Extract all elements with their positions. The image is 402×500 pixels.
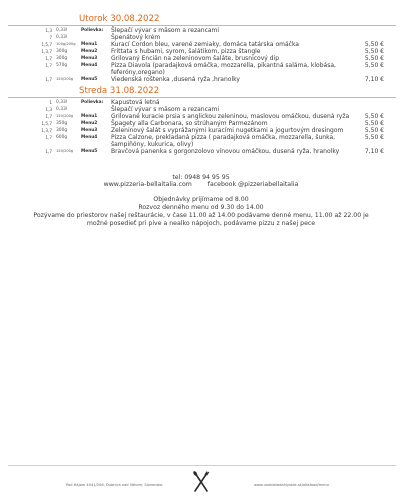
phone-number: tel: 0948 94 95 95 bbox=[172, 174, 230, 181]
menu-row bbox=[0, 62, 402, 69]
item-description: Šlepačí vývar s mäsom a rezancami bbox=[111, 106, 220, 113]
item-description: feferóny,oregano) bbox=[111, 69, 165, 76]
footer-url[interactable]: www.unobistedahlystok.sk/alfafood/menu bbox=[254, 483, 329, 487]
day-title: Streda 31.08.2022 bbox=[79, 86, 160, 96]
item-label: Menu3 bbox=[81, 56, 98, 61]
portion: 300g bbox=[56, 128, 68, 133]
allergens: 1,5,7 bbox=[41, 42, 52, 47]
day-title: Utorok 30.08.2022 bbox=[79, 14, 160, 24]
info-line: Objednávky prijímame od 8.00 bbox=[153, 196, 249, 203]
menu-row bbox=[0, 69, 402, 76]
item-description: Šlepačí vývar s mäsom a rezancami bbox=[111, 27, 220, 34]
item-label: Menu1 bbox=[81, 114, 98, 119]
item-description: Viedenská roštenka ,dusená ryža ,hranolky bbox=[111, 76, 240, 83]
item-label: Menu4 bbox=[81, 63, 98, 68]
menu-row bbox=[0, 113, 402, 120]
allergens: 1,3 bbox=[45, 107, 52, 112]
allergens: 1,7 bbox=[45, 149, 52, 154]
item-description: Zeleninový šalát s vyprážanými kuracími nugetkami a jogurtovým dresingom bbox=[111, 127, 344, 134]
item-description: Grilovaný Enciän na zeleninovom šaláte, brusnicový dip bbox=[111, 55, 279, 62]
allergens: 1,7 bbox=[45, 114, 52, 119]
item-price: 7,10 € bbox=[364, 76, 384, 83]
menu-row bbox=[0, 106, 402, 113]
item-label: Menu5 bbox=[81, 149, 98, 154]
item-price: 5,50 € bbox=[364, 127, 384, 134]
facebook-link[interactable]: facebook @pizzeriabellaitalia bbox=[207, 181, 299, 188]
portion: 100g/200g bbox=[56, 42, 76, 46]
portion: 150/200g bbox=[56, 114, 74, 118]
item-description: Pizza Calzone, prekladaná pizza ( paradajková omáčka, mozzarella, šunka, bbox=[111, 134, 336, 141]
item-price: 5,50 € bbox=[364, 62, 384, 69]
portion: 0,33l bbox=[56, 35, 67, 40]
item-label: Menu2 bbox=[81, 49, 98, 54]
item-label: Menu2 bbox=[81, 121, 98, 126]
item-price: 5,50 € bbox=[364, 120, 384, 127]
item-price: 5,50 € bbox=[364, 41, 384, 48]
menu-row bbox=[0, 134, 402, 141]
item-description: šampiňóny, kukurica, olivy) bbox=[111, 141, 194, 148]
item-description: Pizza Diavola (paradajková omáčka, mozzarella, pikantná saláma, klobása, bbox=[111, 62, 336, 69]
portion: 600g bbox=[56, 135, 68, 140]
item-price: 5,50 € bbox=[364, 48, 384, 55]
portion: 570g bbox=[56, 63, 68, 68]
info-line: Rozvoz denného menu od 9.30 do 14.00 bbox=[138, 204, 264, 211]
portion: 150/200g bbox=[56, 77, 74, 81]
item-price: 5,50 € bbox=[364, 55, 384, 62]
item-description: Bravčová panenka s gorgonzolovo vínovou omáčkou, dusená ryža, hranolky bbox=[111, 148, 340, 155]
info-line: Pozývame do priestorov našej reštaurácie, v čase 11.00 až 14.00 podávame denné menu, 11.00 až 22.00 je bbox=[33, 212, 369, 219]
menu-row bbox=[0, 48, 402, 55]
portion: 0,33l bbox=[56, 100, 67, 105]
item-description: Kurací Cordon bleu, varené zemiaky, domáca tatárska omáčka bbox=[111, 41, 299, 48]
item-description: Špenátový krém bbox=[111, 34, 161, 41]
item-description: Špagety alla Carbonara, so strúhaným Parmezánom bbox=[111, 120, 268, 127]
portion: 300g bbox=[56, 49, 68, 54]
item-label: Menu3 bbox=[81, 128, 98, 133]
item-label: Menu5 bbox=[81, 77, 98, 82]
menu-row bbox=[0, 127, 402, 134]
portion: 300g bbox=[56, 56, 68, 61]
website-link[interactable]: www.pizzeria-bellaitalia.com bbox=[103, 181, 192, 188]
allergens: 1,7 bbox=[45, 77, 52, 82]
item-description: Kapustová letná bbox=[111, 99, 160, 106]
menu-row bbox=[0, 99, 402, 106]
menu-row bbox=[0, 148, 402, 155]
item-label: Polievka: bbox=[81, 28, 104, 33]
menu-row bbox=[0, 41, 402, 48]
menu-row bbox=[0, 27, 402, 34]
item-label: Polievka: bbox=[81, 100, 104, 105]
menu-row bbox=[0, 76, 402, 83]
fork-knife-icon bbox=[191, 470, 211, 494]
item-description: Frittata s hubami, syrom, šalátikom, pizza štangle bbox=[111, 48, 261, 55]
menu-row bbox=[0, 141, 402, 148]
allergens: 7 bbox=[49, 35, 52, 40]
menu-row bbox=[0, 55, 402, 62]
allergens: 1,3,7 bbox=[41, 128, 52, 133]
allergens: 1,7 bbox=[45, 135, 52, 140]
allergens: 1,7 bbox=[45, 56, 52, 61]
item-price: 5,50 € bbox=[364, 113, 384, 120]
portion: 0,33l bbox=[56, 107, 67, 112]
footer-address: Pod Hájom 4041/206, Dubnica nad Váhom, Slovensko bbox=[66, 483, 163, 487]
portion: 0,33l bbox=[56, 28, 67, 33]
allergens: 1,3 bbox=[45, 28, 52, 33]
info-line: možné posedieť pri pive a nealko nápojoch, podávame pizzu z našej pece bbox=[86, 220, 316, 227]
item-label: Menu4 bbox=[81, 135, 98, 140]
item-price: 7,10 € bbox=[364, 148, 384, 155]
allergens: 1 bbox=[49, 100, 52, 105]
footer-divider bbox=[8, 465, 396, 466]
item-label: Menu1 bbox=[81, 42, 98, 47]
menu-row bbox=[0, 120, 402, 127]
item-description: Grilované kuracie prsia s anglickou zeleninou, maslovou omáčkou, dusená ryža bbox=[111, 113, 350, 120]
menu-row bbox=[0, 34, 402, 41]
contact-links bbox=[0, 181, 402, 188]
allergens: 1,5,7 bbox=[41, 121, 52, 126]
allergens: 1,3,7 bbox=[41, 49, 52, 54]
allergens: 1,7 bbox=[45, 63, 52, 68]
item-price: 5,50 € bbox=[364, 134, 384, 141]
day-divider bbox=[8, 25, 396, 26]
day-divider bbox=[8, 97, 396, 98]
portion: 150/200g bbox=[56, 149, 74, 153]
portion: 350g bbox=[56, 121, 68, 126]
